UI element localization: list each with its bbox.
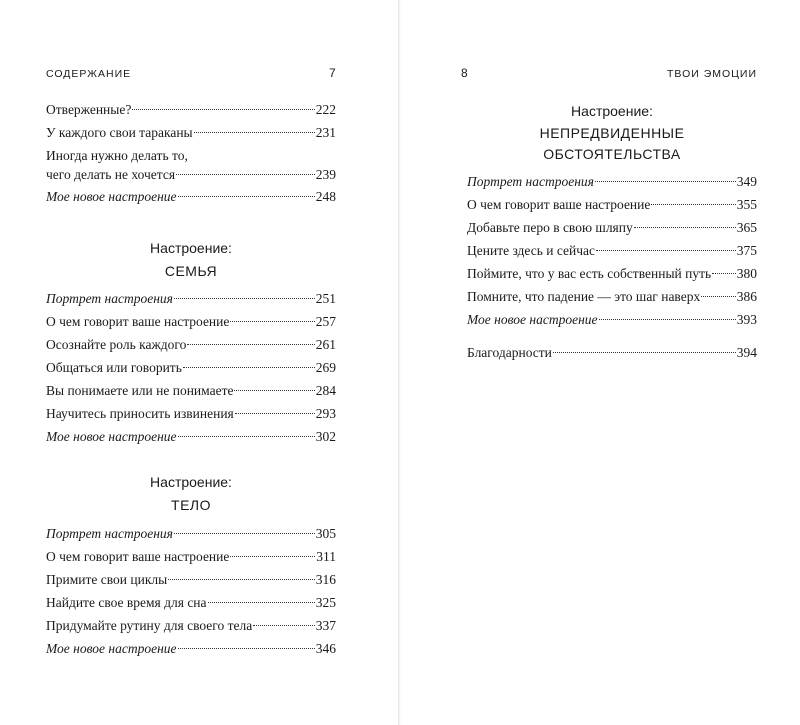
- section-label: Настроение:: [150, 240, 232, 256]
- toc-entry-title: Вы понимаете или не понимаете: [46, 383, 234, 398]
- toc-entry-page: 393: [736, 312, 757, 327]
- toc-entry-title: Общаться или говорить: [46, 360, 182, 375]
- toc-entry-title: Отверженные?: [46, 102, 132, 117]
- toc-entry-page: 386: [736, 289, 757, 304]
- toc-entry[interactable]: [46, 310, 336, 333]
- toc-entry[interactable]: [467, 285, 757, 308]
- toc-entry[interactable]: [46, 185, 336, 208]
- toc-entry-page: 346: [315, 641, 336, 656]
- toc-entry-line1: Иногда нужно делать то,: [46, 148, 188, 163]
- toc-entry[interactable]: [46, 98, 336, 121]
- toc-entry[interactable]: [46, 568, 336, 591]
- section-heading-family: [46, 238, 336, 282]
- toc-entry-page: 365: [736, 220, 757, 235]
- running-head-right: ТВОИ ЭМОЦИИ: [667, 68, 758, 80]
- toc-entry-page: 251: [315, 291, 336, 306]
- section-title: СЕМЬЯ: [164, 263, 218, 279]
- toc-entry-page: 239: [315, 167, 336, 182]
- toc-entry[interactable]: [467, 341, 757, 364]
- toc-left-top: [46, 98, 336, 208]
- toc-entry-page: 305: [315, 526, 336, 541]
- toc-entry[interactable]: [46, 545, 336, 568]
- toc-entry-title: чего делать не хочется: [46, 167, 176, 182]
- toc-entry-title: Найдите свое время для сна: [46, 595, 207, 610]
- toc-entry-page: 257: [315, 314, 336, 329]
- toc-entry-title: Благодарности: [467, 345, 552, 360]
- toc-entry-title: Примите свои циклы: [46, 572, 168, 587]
- toc-entry-title: О чем говорит ваше настроение: [46, 549, 230, 564]
- toc-entry-title: О чем говорит ваше настроение: [46, 314, 230, 329]
- toc-entry-title: Портрет настроения: [467, 174, 594, 189]
- toc-entry[interactable]: [46, 614, 336, 637]
- toc-entry-title: Поймите, что у вас есть собственный путь: [467, 266, 712, 281]
- toc-entry-title: Мое новое настроение: [46, 429, 177, 444]
- toc-entry-page: 284: [315, 383, 336, 398]
- toc-entry[interactable]: [46, 333, 336, 356]
- toc-entry-title: Мое новое настроение: [467, 312, 598, 327]
- toc-entry-title: Помните, что падение — это шаг наверх: [467, 289, 701, 304]
- toc-entry[interactable]: [467, 239, 757, 262]
- toc-entry[interactable]: [46, 637, 336, 660]
- toc-acknowledgements: [467, 341, 757, 364]
- toc-entry[interactable]: [467, 170, 757, 193]
- toc-entry[interactable]: [46, 379, 336, 402]
- section-label: Настроение:: [150, 474, 232, 490]
- toc-entry-title: Придумайте рутину для своего тела: [46, 618, 253, 633]
- toc-entry-page: 355: [736, 197, 757, 212]
- toc-section-family: [46, 287, 336, 448]
- toc-entry-page: 311: [316, 549, 336, 564]
- toc-entry[interactable]: [467, 216, 757, 239]
- page-number-left: 7: [329, 66, 336, 80]
- page-number-right: 8: [461, 66, 468, 80]
- toc-entry-title: Портрет настроения: [46, 526, 173, 541]
- toc-entry-page: 375: [736, 243, 757, 258]
- toc-entry[interactable]: [46, 522, 336, 545]
- running-head-left: СОДЕРЖАНИЕ: [46, 68, 132, 80]
- toc-entry[interactable]: [467, 193, 757, 216]
- toc-entry[interactable]: [467, 308, 757, 331]
- toc-entry-multiline[interactable]: [46, 147, 336, 185]
- toc-entry[interactable]: [46, 121, 336, 144]
- section-title-line2: ОБСТОЯТЕЛЬСТВА: [543, 146, 681, 162]
- toc-entry-page: 337: [315, 618, 336, 633]
- toc-entry-page: 269: [315, 360, 336, 375]
- toc-entry-title: Научитесь приносить извинения: [46, 406, 234, 421]
- toc-entry-page: 380: [736, 266, 757, 281]
- toc-entry-page: 325: [315, 595, 336, 610]
- toc-entry-page: 316: [315, 572, 336, 587]
- toc-entry-page: 261: [315, 337, 336, 352]
- toc-entry-page: 302: [315, 429, 336, 444]
- toc-entry[interactable]: [46, 425, 336, 448]
- section-heading-unforeseen: [467, 101, 757, 165]
- toc-entry-page: 394: [736, 345, 757, 360]
- toc-entry-page: 349: [736, 174, 757, 189]
- toc-entry[interactable]: [467, 262, 757, 285]
- toc-entry[interactable]: [46, 402, 336, 425]
- right-page: [401, 0, 800, 725]
- toc-section-unforeseen: [467, 170, 757, 331]
- toc-entry[interactable]: [46, 591, 336, 614]
- toc-entry[interactable]: [46, 287, 336, 310]
- toc-entry[interactable]: [46, 356, 336, 379]
- section-title: ТЕЛО: [171, 497, 211, 513]
- toc-entry-page: 222: [315, 102, 336, 117]
- toc-entry-page: 248: [315, 189, 336, 204]
- section-label: Настроение:: [571, 103, 653, 119]
- toc-entry-page: 231: [315, 125, 336, 140]
- toc-entry-title: У каждого свои тараканы: [46, 125, 193, 140]
- toc-entry-title: Осознайте роль каждого: [46, 337, 187, 352]
- section-title-line1: НЕПРЕДВИДЕННЫЕ: [539, 125, 685, 141]
- left-page: [0, 0, 398, 725]
- toc-entry-title: Цените здесь и сейчас: [467, 243, 596, 258]
- toc-section-body: [46, 522, 336, 660]
- toc-entry-title: Мое новое настроение: [46, 189, 177, 204]
- toc-entry-title: Добавьте перо в свою шляпу: [467, 220, 633, 235]
- toc-entry-title: О чем говорит ваше настроение: [467, 197, 651, 212]
- toc-entry-page: 293: [315, 406, 336, 421]
- toc-entry-title: Мое новое настроение: [46, 641, 177, 656]
- section-heading-body: [46, 472, 336, 516]
- toc-entry-title: Портрет настроения: [46, 291, 173, 306]
